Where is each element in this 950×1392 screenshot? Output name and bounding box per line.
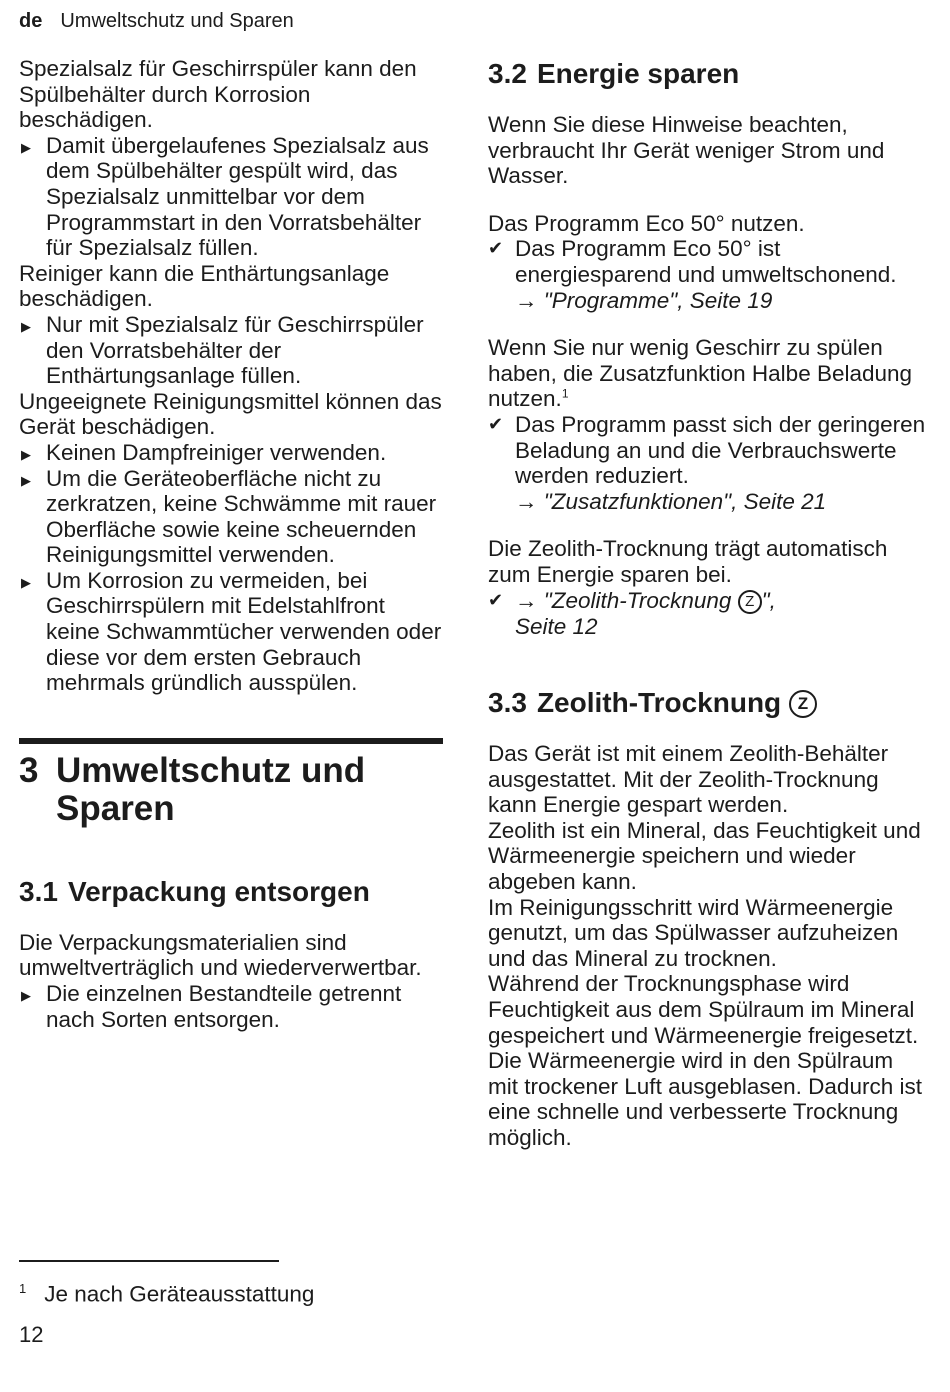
list-item: ▶ Die einzelnen Bestandteile getrennt nach Sorten entsorgen. [21,981,402,1032]
chapter-heading: 3 Umweltschutz und Sparen [19,750,366,828]
paragraph: Wenn Sie nur wenig Geschirr zu spülen haben, die Zusatzfunktion Halbe Beladung nutzen.$^1$ [488,335,913,412]
list-item: ▶ Um Korrosion zu vermeiden, bei Geschirrspülern mit Edelstahlfront keine Schwammtücher verwenden oder diese vor dem ersten Gebrauch mehrmals gründlich ausspülen. [21,567,442,696]
section-heading-3-2: 3.2 Energie sparen [488,58,740,89]
checkmark-icon: ✔ [488,413,504,434]
cross-reference-link[interactable]: → "Zusatzfunktionen", Seite 21 [515,488,827,514]
arrow-right-icon: → [515,488,544,514]
list-item: ▶ Keinen Dampfreiniger verwenden. [19,440,443,466]
paragraph: Ungeeignete Reinigungsmittel können das Gerät beschädigen. [19,388,442,440]
result-list [488,412,928,514]
paragraph: Die Zeolith-Trocknung trägt automatisch zum Energie sparen bei. [488,536,888,587]
list-item: ▶ Damit übergelaufenes Spezialsalz aus dem Spülbehälter gespült wird, das Spezialsalz unmittelbar vor dem Programmstart in den Vorratsbehälter für Spezialsalz füllen. [21,132,429,261]
bullet-list [19,312,443,389]
section-heading-3-1: 3.1 Verpackung entsorgen [19,875,370,907]
bullet-triangle-icon: ▶ [21,446,31,462]
paragraph: Das Programm Eco 50° nutzen. [488,210,805,236]
running-header [19,8,294,34]
result-list [488,236,928,313]
footnote-divider [19,1260,279,1262]
page-number: 12 [19,1322,44,1347]
zeolith-symbol-icon: Z [738,590,762,614]
left-column [19,56,443,1032]
language-tag: de [19,10,43,32]
footnote-marker: 1 [561,386,569,401]
result-list [488,588,928,640]
list-item [488,588,928,640]
paragraph: Zeolith ist ein Mineral, das Feuchtigkeit und Wärmeenergie speichern und wieder abgeben kann. [488,817,921,895]
bullet-triangle-icon: ▶ [21,988,31,1004]
bullet-list [19,133,443,261]
zeolith-symbol-icon: Z [789,690,817,718]
arrow-right-icon: → [515,287,544,313]
bullet-triangle-icon: ▶ [21,574,31,590]
bullet-list [19,981,443,1032]
paragraph: Das Gerät ist mit einem Zeolith-Behälter ausgestattet. Mit der Zeolith-Trocknung kann Energie gespart werden. [488,741,889,818]
bullet-list [19,440,443,696]
paragraph: Reiniger kann die Enthärtungsanlage beschädigen. [19,260,390,312]
paragraph: Spezialsalz für Geschirrspüler kann den Spülbehälter durch Korrosion beschädigen. [19,56,417,133]
list-item: ✔ Das Programm passt sich der geringeren Beladung an und die Verbrauchswerte werden reduziert. → "Zusatzfunktionen", Seite 21 [488,412,928,514]
footnote: $^1$ Je nach Geräteausstattung [19,1281,315,1307]
right-column [488,56,928,1151]
list-item: ▶ Nur mit Spezialsalz für Geschirrspüler den Vorratsbehälter der Enthärtungsanlage füllen. [21,311,424,389]
bullet-triangle-icon: ▶ [21,472,31,488]
list-item: ▶ Um die Geräteoberfläche nicht zu zerkratzen, keine Schwämme mit rauer Oberfläche sowie keine scheuernden Reinigungsmittel verwenden. [21,465,437,568]
list-item: ✔ Das Programm Eco 50° ist energiesparend und umweltschonend. → "Programme", Seite 19 [488,236,928,313]
paragraph: Die Verpackungsmaterialien sind umweltverträglich und wiederverwertbar. [19,929,422,981]
section-heading-3-3: 3.3 Zeolith-Trocknung Z [488,687,928,719]
chapter-divider [19,738,443,744]
header-title: Umweltschutz und Sparen [60,10,294,32]
cross-reference-link[interactable]: → "Zeolith-Trocknung Z ", Seite 12 [515,587,776,639]
cross-reference-link[interactable]: → "Programme", Seite 19 [515,287,773,313]
bullet-triangle-icon: ▶ [21,318,31,334]
checkmark-icon: ✔ [488,238,504,259]
paragraph: Wenn Sie diese Hinweise beachten, verbraucht Ihr Gerät weniger Strom und Wasser. [488,112,885,189]
bullet-triangle-icon: ▶ [21,139,31,155]
paragraph: Im Reinigungsschritt wird Wärmeenergie genutzt, um das Spülwasser aufzuheizen und das Mineral zu trocknen. [488,894,899,971]
arrow-right-icon: → [515,587,544,613]
checkmark-icon: ✔ [488,589,504,610]
paragraph: Während der Trocknungsphase wird Feuchtigkeit aus dem Spülraum im Mineral gespeichert und Wärmeenergie freigesetzt. Die Wärmeenergie wird in den Spülraum mit trockener Luft ausgeblasen. Dadurch ist eine schnelle und verbesserte Trocknung möglich. [488,971,922,1150]
